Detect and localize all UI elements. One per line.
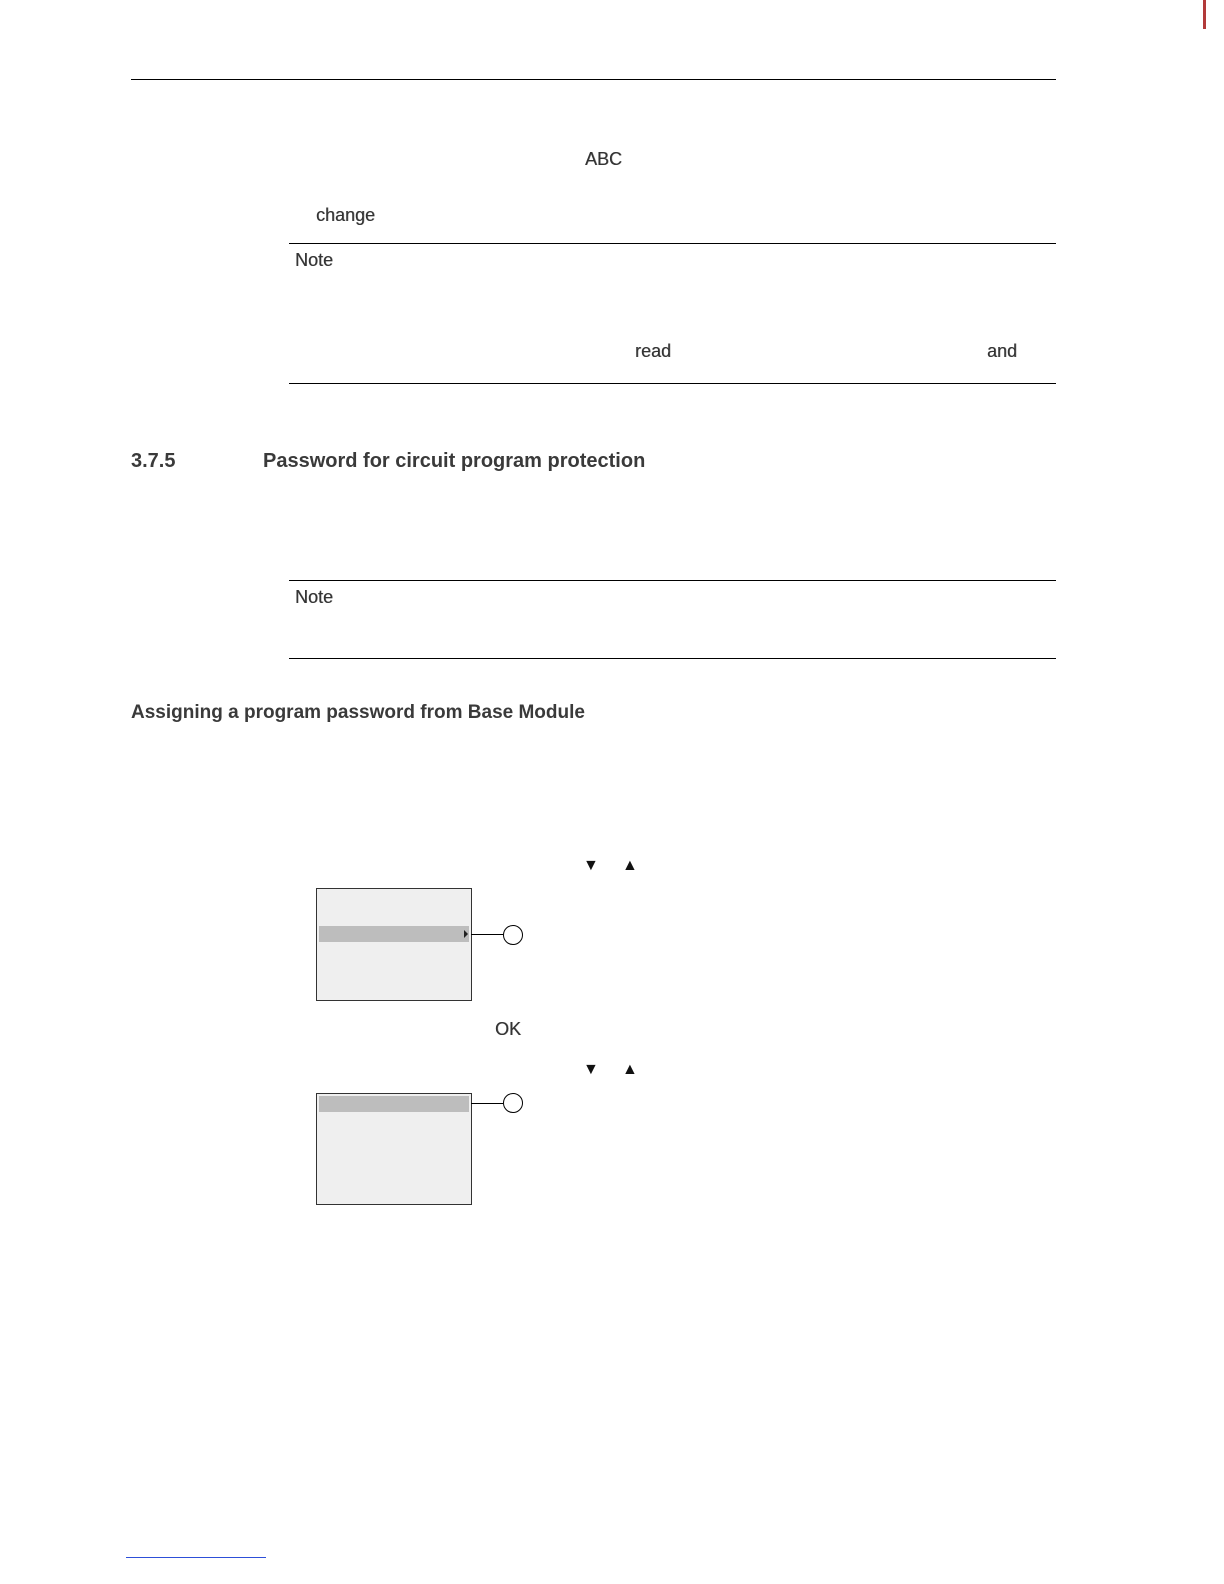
subsection-title: Assigning a program password from Base Module bbox=[131, 702, 585, 723]
note-1-label: Note bbox=[295, 250, 334, 270]
text-read: read bbox=[635, 341, 672, 361]
lcd-2-selected-row bbox=[319, 1096, 469, 1112]
note-1-bottom-rule bbox=[289, 383, 1056, 384]
note-2-label: Note bbox=[295, 587, 334, 607]
lcd-display-1 bbox=[316, 888, 472, 1001]
text-change: change bbox=[316, 205, 376, 225]
callout-1-line bbox=[471, 934, 503, 935]
section-number: 3.7.5 bbox=[131, 450, 176, 472]
callout-1-marker bbox=[503, 925, 523, 945]
callout-2-line bbox=[471, 1103, 503, 1104]
text-ok: OK bbox=[495, 1019, 522, 1039]
note-1-top-rule bbox=[289, 243, 1056, 244]
section-title: Password for circuit program protection bbox=[263, 450, 646, 472]
text-abc: ABC bbox=[585, 149, 623, 169]
down-arrow-icon: ▼ bbox=[583, 1061, 599, 1078]
text-and: and bbox=[987, 341, 1018, 361]
down-arrow-icon: ▼ bbox=[583, 857, 599, 874]
lcd-1-selected-row bbox=[319, 926, 469, 942]
note-2-bottom-rule bbox=[289, 658, 1056, 659]
up-arrow-icon: ▲ bbox=[622, 857, 638, 874]
header-rule bbox=[131, 79, 1056, 80]
footer-link-underline[interactable] bbox=[126, 1557, 266, 1558]
menu-caret-icon bbox=[464, 930, 468, 938]
note-2-top-rule bbox=[289, 580, 1056, 581]
page-edge-mark bbox=[1203, 0, 1206, 29]
callout-2-marker bbox=[503, 1093, 523, 1113]
lcd-display-2 bbox=[316, 1093, 472, 1205]
up-arrow-icon: ▲ bbox=[622, 1061, 638, 1078]
